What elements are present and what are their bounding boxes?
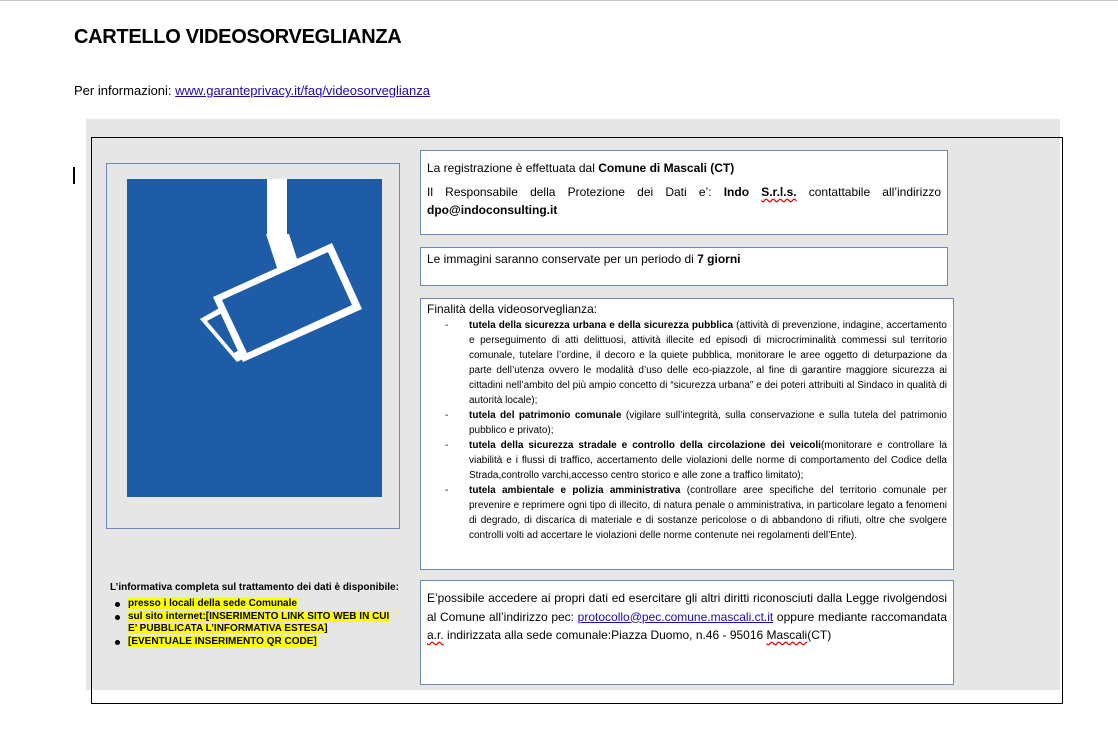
cctv-sign [127,179,382,497]
garante-privacy-link[interactable]: www.garanteprivacy.it/faq/videosorveglianza [175,83,430,98]
list-item: [EVENTUALE INSERIMENTO QR CODE] [110,636,400,648]
pec-link[interactable]: protocollo@pec.comune.mascali.ct.it [577,609,774,624]
dpo-email: dpo@indoconsulting.it [427,203,558,217]
info-prefix: Per informazioni: [74,83,176,98]
note-list [110,598,400,648]
purpose-list [427,318,947,543]
document-title: CARTELLO VIDEOSORVEGLIANZA [74,26,402,48]
registration-box [420,150,948,235]
list-item: - tutela del patrimonio comunale (vigilare sull’integrità, sulla conservazione e sulla tutela del patrimonio pubblico e privato); [427,408,947,438]
info-line [74,83,430,98]
sign-frame [106,163,400,529]
purpose-box [420,298,954,570]
note-title: L’informativa completa sul trattamento dei dati è disponibile: [110,582,399,593]
page-top-rule [0,0,1118,1]
registration-line: La registrazione è effettuata dal Comune di Mascali (CT) [427,161,735,175]
rights-box [420,580,954,685]
list-item: sul sito internet:[INSERIMENTO LINK SITO WEB IN CUI E’ PUBBLICATA L’INFORMATIVA ESTESA] [110,611,400,635]
list-item: presso i locali della sede Comunale [110,598,400,610]
dpo-line: Il Responsabile della Protezione dei Dati e’: Indo S.r.l.s. contattabile all’indirizzo dpo@indoconsulting.it [427,185,941,217]
text-cursor [73,167,75,184]
cctv-camera-icon [127,179,382,497]
full-notice-info [110,582,400,649]
list-item: - tutela della sicurezza urbana e della sicurezza pubblica (attività di prevenzione, indagine, accertamento e perseguimento di atti delittuosi, attività illecite ed episodi di microcriminalità commessi sul territorio comunale, tutelare l’ordine, il decoro e la quiete pubblica, monitorare le aree oggetto di deturpazione da parte dell’utenza ovvero le modalità d’uso delle eco-piazzole, al fine di garantire maggiore sicurezza ai cittadini nell’ambito del più ampio concetto di “sicurezza urbana” e dei poteri attribuiti al Sindaco in qualità di autorità locale); [427,318,947,408]
purpose-heading: Finalità della videosorveglianza: [427,302,598,316]
retention-box: Le immagini saranno conservate per un periodo di 7 giorni [420,247,948,286]
list-item: - tutela ambientale e polizia amministrativa (controllare aree specifiche del territorio comunale per prevenire e reprimere ogni tipo di illecito, di natura penale o amministrativa, in particolare legato a fenomeni di degrado, di discarica di materiale e di sostanze pericolose o di abbandono di rifiuti, oltre che svolgere controlli volti ad accertare le violazioni delle norme contenute nei regolamenti dell’Ente). [427,483,947,543]
list-item: - tutela della sicurezza stradale e controllo della circolazione dei veicoli(monitorare e controllare la viabilità e i flussi di traffico, accertamento delle violazioni delle norme di comportamento del Codice della Strada,controllo varchi,accesso centro storico e alle zone a traffico limitato); [427,438,947,483]
rights-text: E’possibile accedere ai propri dati ed esercitare gli altri diritti riconosciuti dalla Legge rivolgendosi al Comune all’indirizzo pec: protocollo@pec.comune.mascali.ct.it oppure mediante raccomandata a.r. indirizzata alla sede comunale:Piazza Duomo, n.46 - 95016 Mascali(CT) [427,591,948,642]
retention-period: 7 giorni [697,252,741,266]
